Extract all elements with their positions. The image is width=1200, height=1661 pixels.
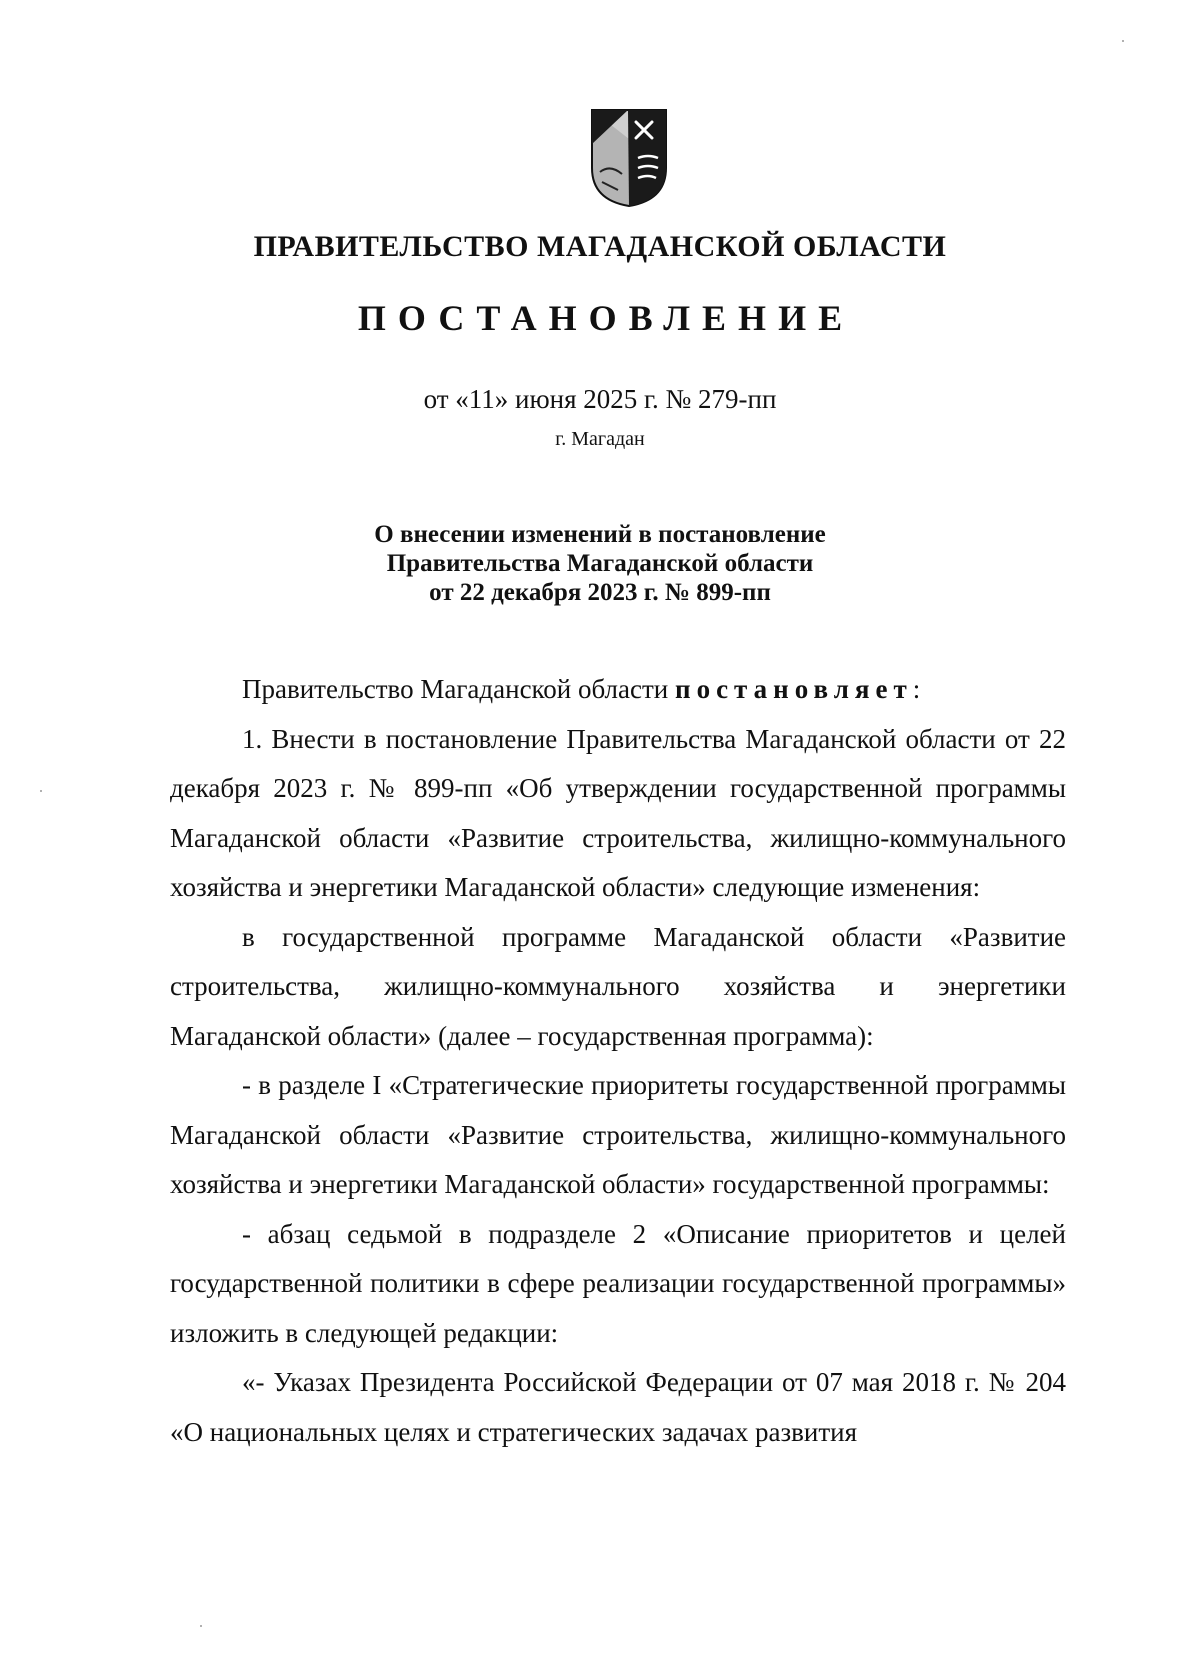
subject-line: Правительства Магаданской области <box>386 550 814 577</box>
subject-line: от 22 декабря 2023 г. № 899-пп <box>429 579 771 606</box>
scan-speck <box>1122 40 1124 42</box>
scan-speck <box>200 1625 202 1627</box>
paragraph-1: 1. Внести в постановление Правительства Магаданской области от 22 декабря 2023 г. № 899-пп «Об утверждении государственной программы Магаданской области «Развитие строительства, жилищно-коммунального хозяйства и энергетики Магаданской области» следующие изменения: <box>170 723 1066 902</box>
resolves-word: постановляет <box>675 674 913 704</box>
document-subject <box>0 520 1200 607</box>
scan-speck <box>40 790 42 792</box>
paragraph-2: в государственной программе Магаданской области «Развитие строительства, жилищно-коммунального хозяйства и энергетики Магаданской области» (далее – государственная программа): <box>170 921 1066 1051</box>
document-city: г. Магадан <box>555 428 645 450</box>
intro-paragraph <box>170 665 1066 715</box>
paragraph-5: «- Указах Президента Российской Федерации от 07 мая 2018 г. № 204 «О национальных целях и стратегических задачах развития <box>170 1367 1066 1447</box>
intro-prefix: Правительство Магаданской области <box>242 674 676 704</box>
document-date-number: от «11» июня 2025 г. № 279-пп <box>423 384 777 414</box>
coat-of-arms-icon <box>588 108 670 208</box>
subject-line: О внесении изменений в постановление <box>374 521 826 548</box>
paragraph-3: - в разделе I «Стратегические приоритеты государственной программы Магаданской области «Развитие строительства, жилищно-коммунального хозяйства и энергетики Магаданской области» государственной программы: <box>170 1070 1066 1199</box>
government-title: ПРАВИТЕЛЬСТВО МАГАДАНСКОЙ ОБЛАСТИ <box>253 230 947 263</box>
intro-suffix: : <box>912 674 921 704</box>
document-body <box>170 665 1066 1457</box>
paragraph-4: - абзац седьмой в подразделе 2 «Описание приоритетов и целей государственной политики в сфере реализации государственной программы» изложить в следующей редакции: <box>170 1218 1066 1348</box>
document-type: ПОСТАНОВЛЕНИЕ <box>357 298 855 338</box>
